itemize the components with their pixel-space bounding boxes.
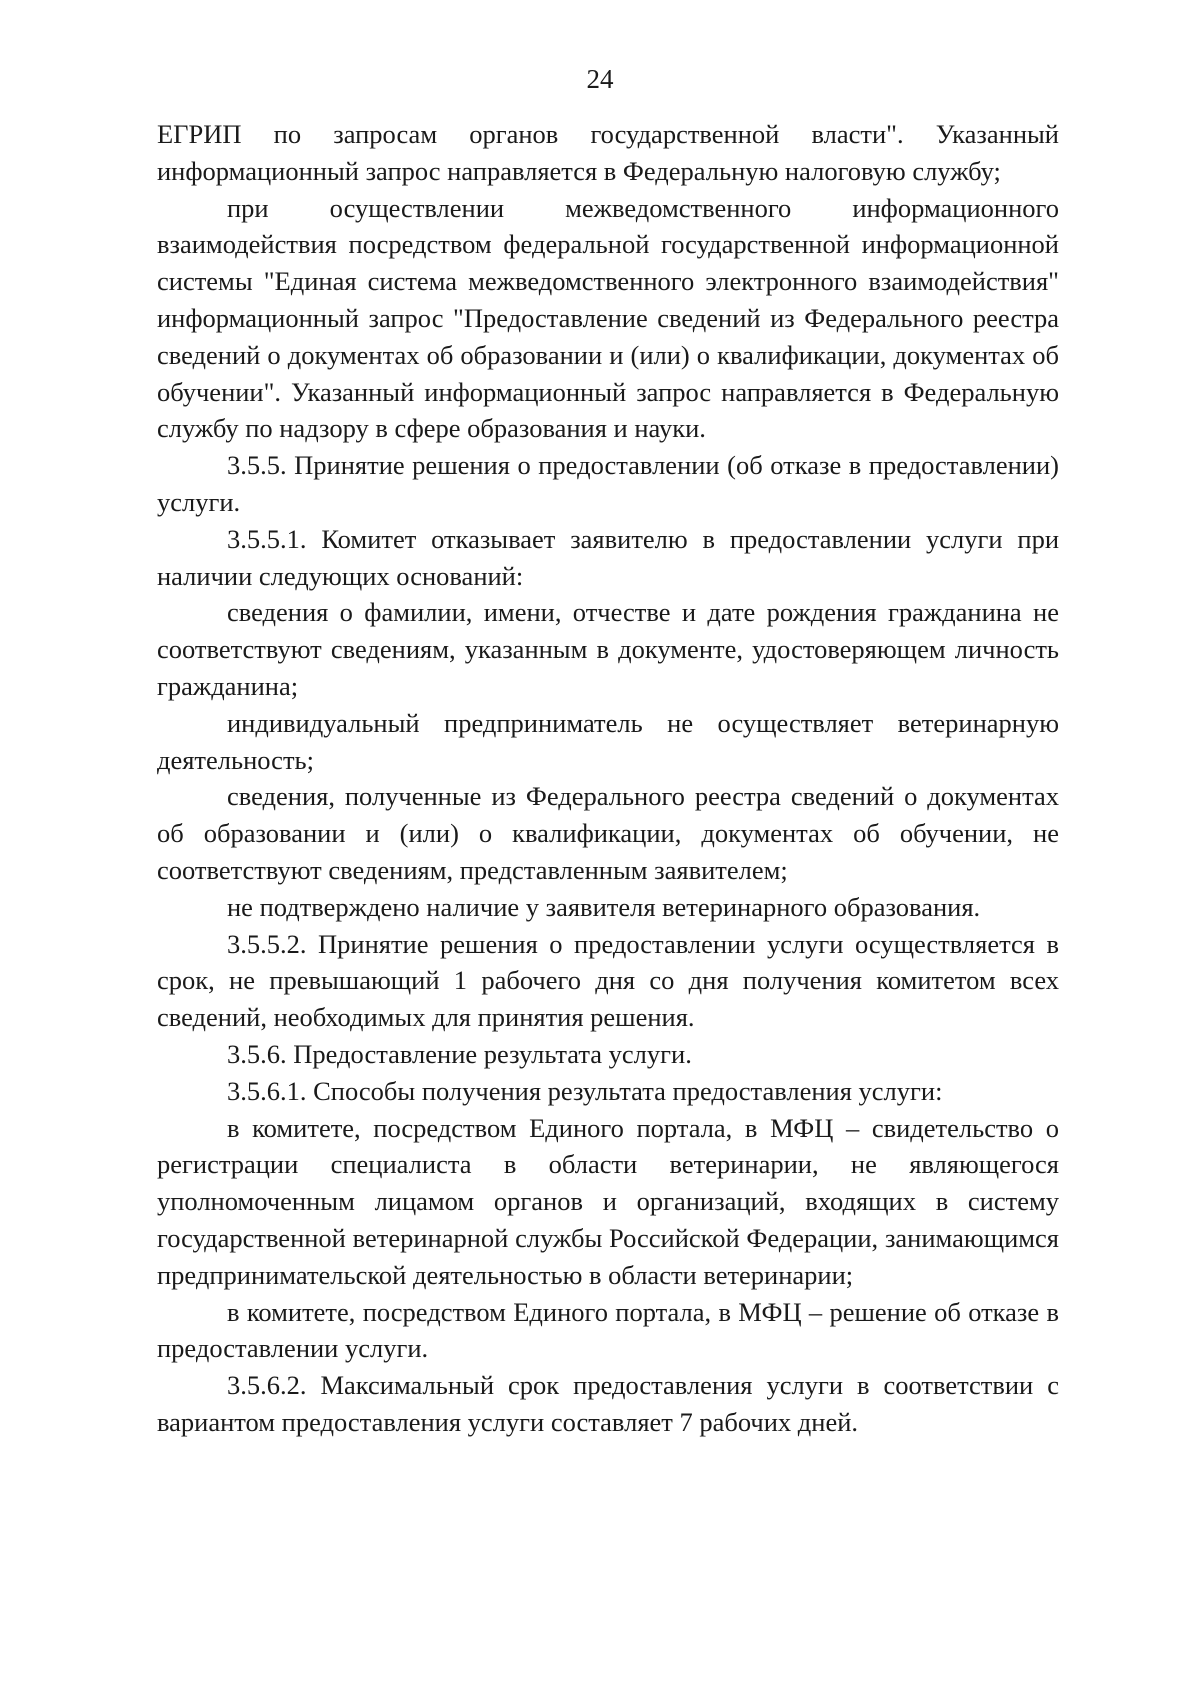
paragraph-refusal-reason-registry: сведения, полученные из Федерального реестра сведений о документах об образовании и (или) о квалификации, документах об обучении, не соответствуют сведениям, представленным заявителем; [157, 781, 1059, 885]
paragraph-3-5-6-2: 3.5.6.2. Максимальный срок предоставления услуги в соответствии с вариантом предоставления услуги составляет 7 рабочих дней. [157, 1370, 1059, 1437]
paragraph-egrip-request: ЕГРИП по запросам органов государственной власти". Указанный информационный запрос направляется в Федеральную налоговую службу; [157, 119, 1059, 186]
page-number: 24 [586, 64, 614, 94]
paragraph-result-refusal: в комитете, посредством Единого портала, в МФЦ – решение об отказе в предоставлении услуги. [157, 1296, 1059, 1364]
paragraph-3-5-5: 3.5.5. Принятие решения о предоставлении (об отказе в предоставлении) услуги. [157, 450, 1059, 517]
paragraph-3-5-6: 3.5.6. Предоставление результата услуги. [227, 1038, 692, 1069]
paragraph-smev-request: при осуществлении межведомственного информационного взаимодействия посредством федеральной государственной информационной системы "Единая система межведомственного электронного взаимодействия" информационный запрос "Предоставление сведений из Федерального реестра сведений о документах об образовании и (или) о квалификации, документах об обучении". Указанный информационный запрос направляется в Федеральную службу по надзору в сфере образования и науки. [157, 192, 1059, 444]
paragraph-3-5-5-2: 3.5.5.2. Принятие решения о предоставлении услуги осуществляется в срок, не превышающий 1 рабочего дня со дня получения комитетом всех сведений, необходимых для принятия решения. [157, 928, 1059, 1033]
document-body [157, 116, 1059, 1441]
paragraph-refusal-reason-education: не подтверждено наличие у заявителя ветеринарного образования. [227, 891, 981, 922]
paragraph-refusal-reason-identity: сведения о фамилии, имени, отчестве и дате рождения гражданина не соответствуют сведениям, указанным в документе, удостоверяющем личность гражданина; [157, 597, 1059, 701]
paragraph-result-certificate: в комитете, посредством Единого портала, в МФЦ – свидетельство о регистрации специалиста в области ветеринарии, не являющегося уполномоченным лицамом органов и организаций, входящих в систему государственной ветеринарной службы Российской Федерации, занимающимся предпринимательской деятельностью в области ветеринарии; [157, 1112, 1059, 1290]
paragraph-3-5-5-1: 3.5.5.1. Комитет отказывает заявителю в предоставлении услуги при наличии следующих оснований: [157, 523, 1059, 591]
paragraph-3-5-6-1: 3.5.6.1. Способы получения результата предоставления услуги: [227, 1075, 943, 1106]
paragraph-refusal-reason-activity: индивидуальный предприниматель не осуществляет ветеринарную деятельность; [157, 707, 1059, 775]
